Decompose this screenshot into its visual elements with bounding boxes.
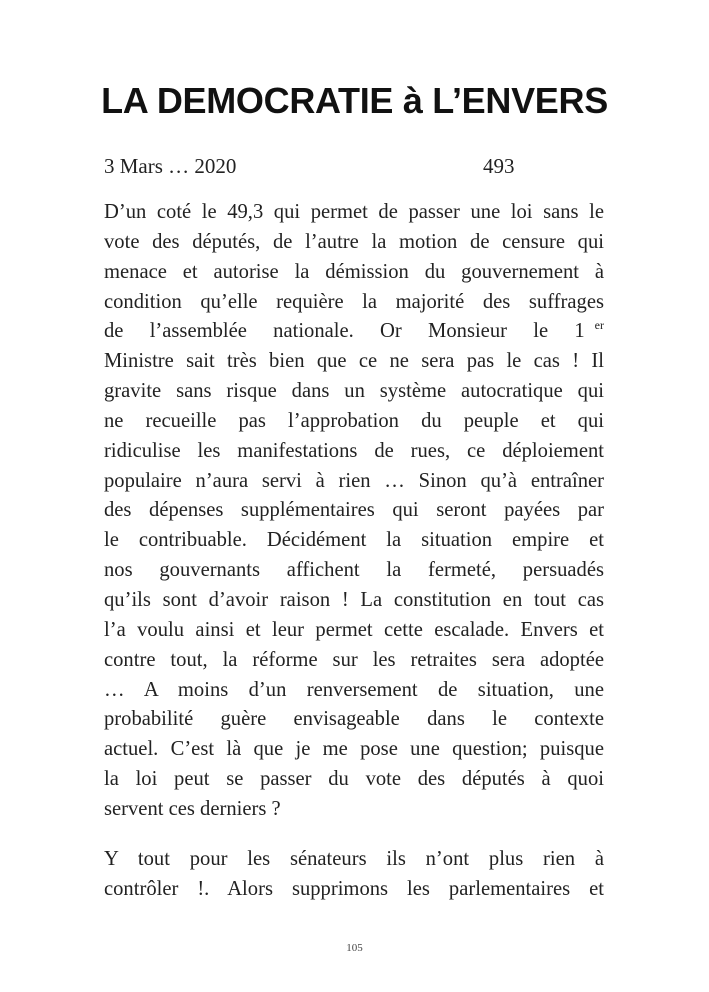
text-line: nos gouvernants affichent la fermeté, persuadés bbox=[104, 559, 604, 582]
paragraph-2 bbox=[104, 845, 604, 905]
page-title: LA DEMOCRATIE à L’ENVERS bbox=[101, 80, 608, 121]
text-line: la loi peut se passer du vote des députés à quoi bbox=[104, 768, 604, 791]
text-line-with-ordinal bbox=[104, 317, 604, 347]
text-line: … A moins d’un renversement de situation, une bbox=[104, 678, 604, 701]
text-line: gravite sans risque dans un système autocratique qui bbox=[104, 380, 604, 403]
text-line: menace et autorise la démission du gouvernement à bbox=[104, 260, 604, 283]
text-line: contre tout, la réforme sur les retraites sera adoptée bbox=[104, 648, 604, 671]
text-line: de l’assemblée nationale. Or Monsieur le 1 bbox=[104, 320, 585, 343]
text-line: ridiculise les manifestations de rues, ce déploiement bbox=[104, 439, 604, 462]
text-line: D’un coté le 49,3 qui permet de passer une loi sans le bbox=[104, 201, 604, 223]
page-number: 105 bbox=[346, 942, 363, 954]
text-line: vote des députés, de l’autre la motion de censure qui bbox=[104, 230, 604, 253]
text-line: l’a voulu ainsi et leur permet cette escalade. Envers et bbox=[104, 618, 604, 641]
text-line: qu’ils sont d’avoir raison ! La constitution en tout cas bbox=[104, 588, 604, 611]
paragraph-1 bbox=[104, 198, 604, 825]
text-line: le contribuable. Décidément la situation empire et bbox=[104, 529, 604, 552]
text-line: Ministre sait très bien que ce ne sera pas le cas ! Il bbox=[104, 350, 604, 373]
text-line: actuel. C’est là que je me pose une question; puisque bbox=[104, 738, 604, 761]
ordinal-superscript: er bbox=[594, 318, 604, 333]
text-line: condition qu’elle requière la majorité des suffrages bbox=[104, 290, 604, 313]
text-line: Y tout pour les sénateurs ils n’ont plus rien à bbox=[104, 848, 604, 870]
text-line: servent ces derniers ? bbox=[104, 797, 281, 820]
text-line: probabilité guère envisageable dans le contexte bbox=[104, 708, 604, 731]
text-line: populaire n’aura servi à rien … Sinon qu’à entraîner bbox=[104, 469, 604, 492]
text-line: ne recueille pas l’approbation du peuple et qui bbox=[104, 409, 604, 432]
text-line: contrôler !. Alors supprimons les parlementaires et bbox=[104, 877, 604, 900]
article-date: 3 Mars … 2020 bbox=[104, 154, 237, 178]
text-line: des dépenses supplémentaires qui seront payées par bbox=[104, 499, 604, 522]
article-number: 493 bbox=[483, 154, 515, 178]
